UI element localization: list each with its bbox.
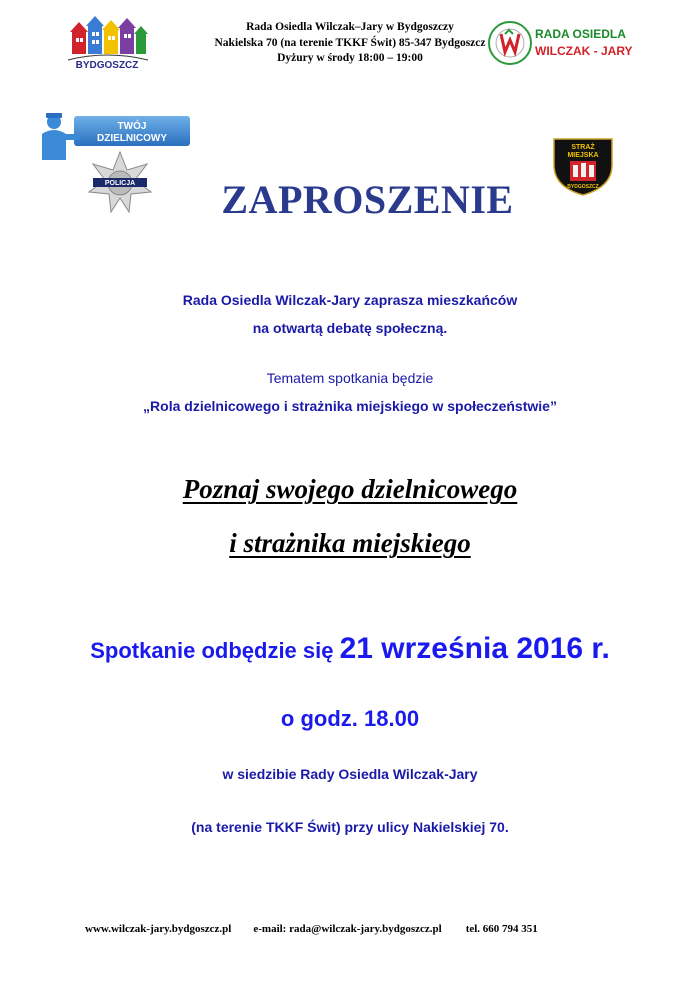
footer-website[interactable]: www.wilczak-jary.bydgoszcz.pl <box>85 923 232 935</box>
rada-logo-line-2: WILCZAK - JARY <box>535 44 633 58</box>
policja-label: POLICJA <box>104 180 136 187</box>
bydgoszcz-logo-text: BYDGOSZCZ <box>75 60 139 71</box>
meeting-date-line <box>0 632 700 666</box>
meeting-date: 21 września 2016 r. <box>339 632 610 665</box>
rada-logo-line-1: RADA OSIEDLA <box>535 27 626 41</box>
slogan-line-2 <box>0 528 700 559</box>
meeting-time: o godz. 18.00 <box>280 706 420 731</box>
intro-line-1: Rada Osiedla Wilczak-Jary zaprasza mieszkańców <box>182 292 518 308</box>
intro-line-4: „Rola dzielnicowego i strażnika miejskiego w społeczeństwie” <box>143 398 557 414</box>
intro-line-3: Tematem spotkania będzie <box>266 370 434 386</box>
straz-line-2: MIEJSKA <box>567 152 599 159</box>
straz-line-1: STRAŻ <box>571 144 595 151</box>
rada-osiedla-logo-text <box>535 26 633 60</box>
page-title: ZAPROSZENIE <box>221 177 514 222</box>
footer-email[interactable]: e-mail: rada@wilczak-jary.bydgoszcz.pl <box>253 923 442 935</box>
slogan-line-1-text: Poznaj swojego dzielnicowego <box>182 474 518 504</box>
header-line-3: Dyżury w środy 18:00 – 19:00 <box>277 52 423 64</box>
meeting-prefix: Spotkanie odbędzie się <box>90 638 340 663</box>
meeting-place-2: (na terenie TKKF Świt) przy ulicy Nakielskiej 70. <box>191 819 509 835</box>
straz-line-3: BYDGOSZCZ <box>567 184 599 190</box>
header-line-1: Rada Osiedla Wilczak–Jary w Bydgoszczy <box>246 21 454 33</box>
intro-line-2: na otwartą debatę społeczną. <box>252 320 448 336</box>
dzielnicowy-line-1: TWÓJ <box>117 121 147 132</box>
header-line-2: Nakielska 70 (na terenie TKKF Świt) 85-347 Bydgoszcz <box>214 36 486 49</box>
rada-osiedla-emblem <box>487 20 533 66</box>
meeting-place-1: w siedzibie Rady Osiedla Wilczak-Jary <box>222 766 478 782</box>
slogan-line-2-text: i strażnika miejskiego <box>229 528 471 558</box>
dzielnicowy-line-2: DZIELNICOWY <box>97 133 167 144</box>
footer <box>85 923 645 935</box>
slogan-line-1 <box>0 474 700 505</box>
footer-phone: tel. 660 794 351 <box>465 923 538 935</box>
bydgoszcz-logo <box>62 14 152 72</box>
